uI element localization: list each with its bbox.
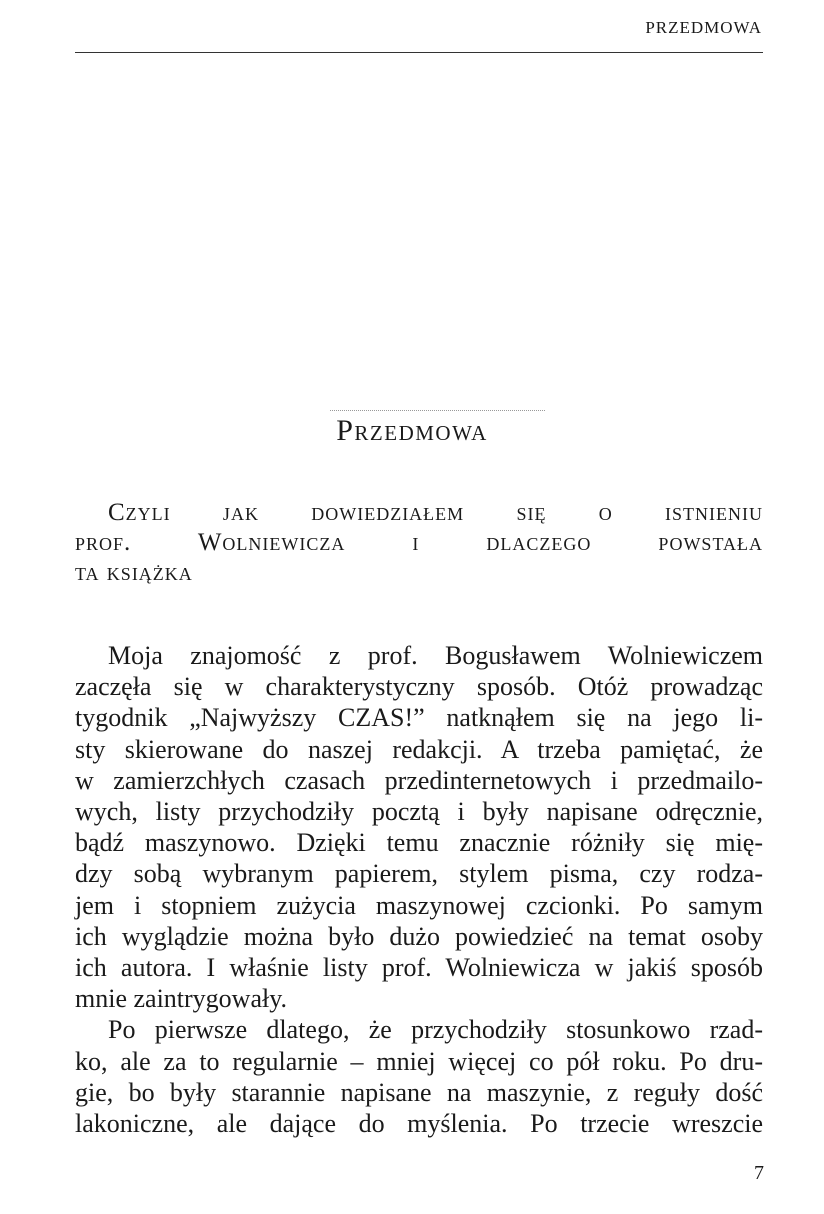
text-line: ich wyglądzie można było dużo powiedzieć na temat osoby [75,921,763,951]
text-line: gie, bo były starannie napisane na maszynie, z reguły dość [75,1077,763,1107]
text-line: bądź maszynowo. Dzięki temu znacznie różniły się mię- [75,828,763,858]
text-line: Po pierwsze dlatego, że przychodziły stosunkowo rzad- [108,1015,763,1045]
body-text [75,640,763,1139]
text-line: ko, ale za to regularnie – mniej więcej co pół roku. Po dru- [75,1046,763,1076]
text-line: tygodnik „Najwyższy CZAS!” natknąłem się na jego li- [75,703,763,733]
text-line: wych, listy przychodziły pocztą i były napisane odręcznie, [75,797,763,827]
title-dotted-rule [330,410,545,411]
chapter-title: Przedmowa [336,414,488,447]
text-line: mnie zaintrygowały. [75,984,288,1014]
chapter-subtitle [75,498,763,588]
text-line: sty skierowane do naszej redakcji. A trzeba pamiętać, że [75,734,763,764]
text-line: lakoniczne, ale dające do myślenia. Po trzecie wreszcie [75,1109,763,1139]
text-line: zaczęła się w charakterystyczny sposób. Otóż prowadząc [75,672,763,702]
subtitle-line: ta książka [75,559,193,586]
text-line: jem i stopniem zużycia maszynowej czcionki. Po samym [75,890,763,920]
text-line: Moja znajomość z prof. Bogusławem Wolniewiczem [108,641,763,670]
text-line: dzy sobą wybranym papierem, stylem pisma, czy rodza- [75,859,763,889]
text-line: w zamierzchłych czasach przedinternetowych i przedmailo- [75,765,763,795]
text-line: ich autora. I właśnie listy prof. Wolniewicza w jakiś sposób [75,953,763,983]
running-head: PRZEDMOWA [645,18,762,37]
subtitle-line: prof. Wolniewicza i dlaczego powstała [75,529,763,556]
subtitle-line: Czyli jak dowiedziałem się o istnieniu [108,499,763,526]
page-number: 7 [754,1162,764,1184]
header-rule [75,52,763,53]
